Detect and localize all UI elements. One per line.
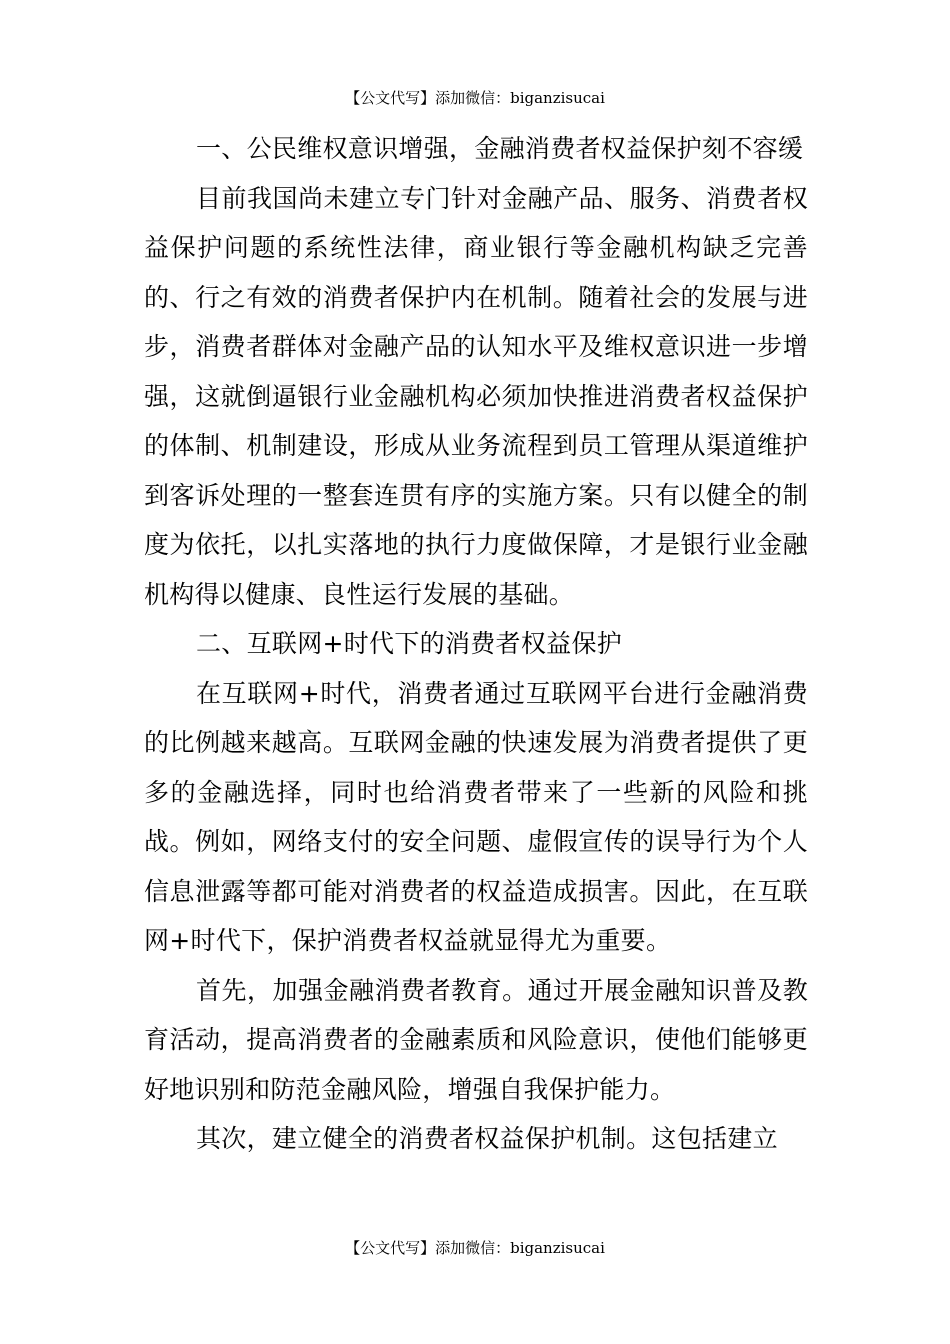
body-paragraph: 首先，加强金融消费者教育。通过开展金融知识普及教育活动，提高消费者的金融素质和风险意识，使他们能够更好地识别和防范金融风险，增强自我保护能力。: [144, 975, 808, 1104]
body-paragraph: 目前我国尚未建立专门针对金融产品、服务、消费者权益保护问题的系统性法律，商业银行等金融机构缺乏完善的、行之有效的消费者保护内在机制。随着社会的发展与进步，消费者群体对金融产品的认知水平及维权意识进一步增强，这就倒逼银行业金融机构必须加快推进消费者权益保护的体制、机制建设，形成从业务流程到员工管理从渠道维护到客诉处理的一整套连贯有序的实施方案。只有以健全的制度为依托，以扎实落地的执行力度做保障，才是银行业金融机构得以健康、良性运行发展的基础。: [144, 183, 808, 609]
body-paragraph: 在互联网+时代，消费者通过互联网平台进行金融消费的比例越来越高。互联网金融的快速发展为消费者提供了更多的金融选择，同时也给消费者带来了一些新的风险和挑战。例如，网络支付的安全问题、虚假宣传的误导行为个人信息泄露等都可能对消费者的权益造成损害。因此，在互联网+时代下，保护消费者权益就显得尤为重要。: [144, 678, 808, 955]
page-header-note: 【公文代写】添加微信：biganzisucai: [345, 89, 605, 107]
page-footer-note: 【公文代写】添加微信：biganzisucai: [345, 1239, 605, 1257]
body-paragraph: 其次，建立健全的消费者权益保护机制。这包括建立: [196, 1124, 778, 1153]
section-heading-1: 一、公民维权意识增强，金融消费者权益保护刻不容缓: [196, 134, 804, 163]
document-body: [144, 124, 808, 1164]
section-heading-2: 二、互联网+时代下的消费者权益保护: [196, 629, 623, 658]
